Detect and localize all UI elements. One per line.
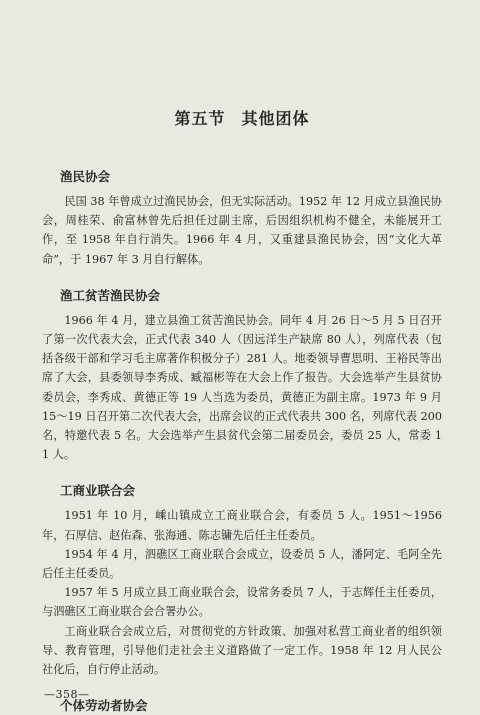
paragraph: 民国 38 年曾成立过渔民协会，但无实际活动。1952 年 12 月成立县渔民协会，周桂荣、俞富林曾先后担任过副主席，后因组织机构不健全，未能展开工作，至 1958 年自行消失。1966 年 4 月，又重建县渔民协会，因“文化大革命”，于 1967 年 3 月自行解体。 [42,195,442,266]
paragraph: 1957 年 5 月成立县工商业联合会，设常务委员 7 人，于志辉任主任委员，与泗礁区工商业联合会合署办公。 [42,586,442,619]
section-individual-workers-association [42,697,442,715]
title-text: 其他团体 [241,109,310,128]
section-heading: 工商业联合会 [60,483,136,499]
section-heading: 个体劳动者协会 [60,698,148,714]
paragraph: 1954 年 4 月，泗礁区工商业联合会成立，设委员 5 人，潘阿定、毛阿全先后任主任委员。 [42,547,442,581]
page-number: —358— [44,688,90,701]
page-title [42,108,442,130]
title-number: 第五节 [174,109,226,128]
section-heading: 渔民协会 [60,169,111,184]
section-poor-fishermen-association [42,287,442,465]
section-fishermen-association [42,168,442,269]
paragraph: 工商业联合会成立后，对贯彻党的方针政策、加强对私营工商业者的组织领导、教育管理，引导他们走社会主义道路做了一定工作。1958 年 12 月人民公社化后，自行停止活动。 [42,624,442,677]
paragraph: 1966 年 4 月，建立县渔工贫苦渔民协会。同年 4 月 26 日～5 月 5 日召开了第一次代表大会，正式代表 340 人（因远洋生产缺席 80 人），列席代表（包括各级干部和学习毛主席著作积极分子）281 人。地委领导曹思明、王裕民等出席了大会，县委领导李秀成、臧福彬等在大会上作了报告。大会选举产生县贫协委员会，李秀成、黄德正等 19 人当选为委员，黄德正为副主席。1973 年 9 月 15～19 日召开第二次代表大会，出席会议的正式代表共 300 名，列席代表 200 名，特邀代表 5 名。大会选举产生县贫代会第二届委员会，委员 25 人，常委 11 人。 [42,313,442,462]
section-industry-commerce-federation [42,482,442,679]
section-heading: 渔工贫苦渔民协会 [60,287,161,303]
paragraph: 1951 年 10 月，嵊山镇成立工商业联合会，有委员 5 人。1951～1956 年，石厚信、赵佑森、张海通、陈志镛先后任主任委员。 [42,509,442,542]
